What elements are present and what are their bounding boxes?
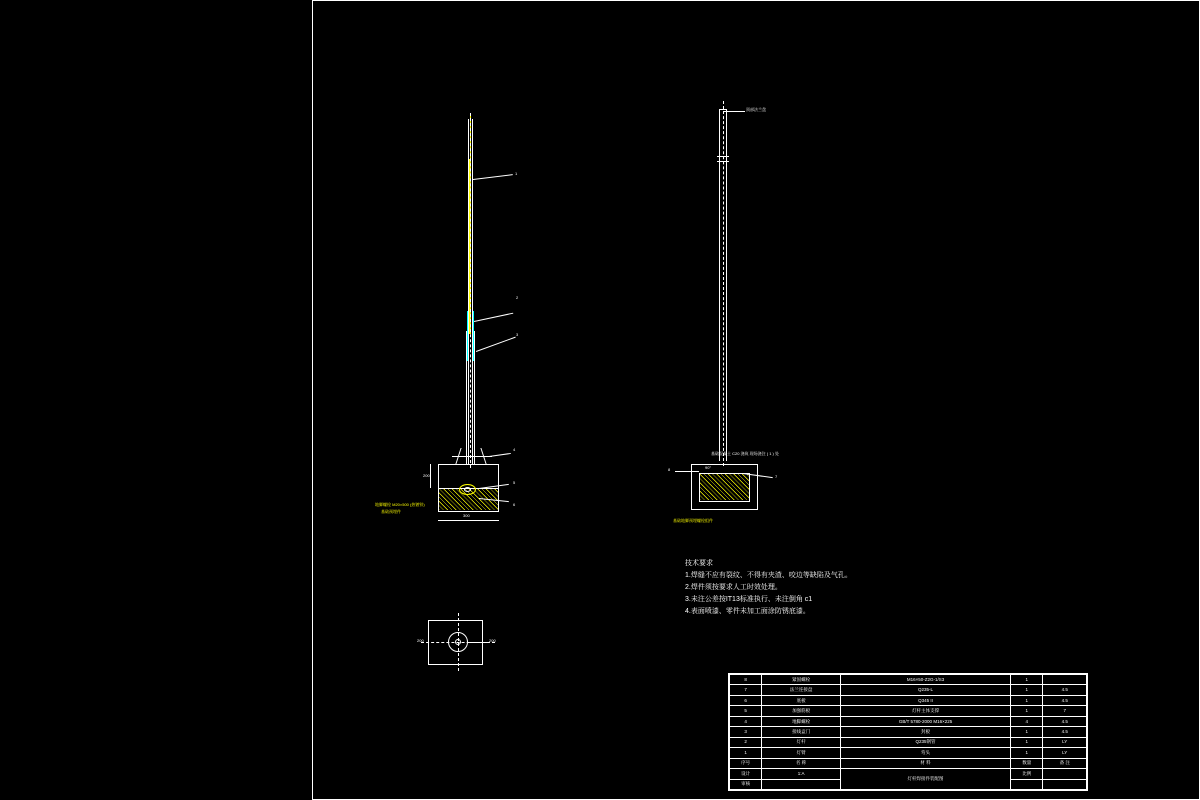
- note-item-2: 2.焊件须按要求人工时效处理。: [685, 584, 782, 591]
- access-door-edge-left: [467, 311, 468, 361]
- notes-title: 技术要求: [685, 560, 713, 567]
- bom-table: [729, 674, 1087, 790]
- leader-4: [489, 453, 511, 457]
- bom-name: 加强筋板: [762, 706, 841, 716]
- bom-no: 3: [730, 727, 762, 737]
- bom-header-mark: 备 注: [1043, 758, 1087, 768]
- bom-title-block: [728, 673, 1088, 791]
- bom-header-qty: 数量: [1011, 758, 1043, 768]
- bom-mark: 4.5: [1043, 716, 1087, 726]
- pole-lower-right: [474, 331, 475, 464]
- side-flange-line-2: [717, 161, 729, 162]
- bom-qty: 1: [1011, 727, 1043, 737]
- bom-no: 8: [730, 675, 762, 685]
- bom-name: 灯杆: [762, 737, 841, 747]
- scale-value: 1:A: [762, 769, 841, 779]
- bom-no: 4: [730, 716, 762, 726]
- pole-centerline: [470, 113, 471, 468]
- side-base-bottom: [691, 509, 758, 510]
- bom-mark: 4.5: [1043, 695, 1087, 705]
- bom-no: 5: [730, 706, 762, 716]
- design-label: 设计: [730, 769, 762, 779]
- table-row: [730, 716, 1087, 726]
- balloon-5: 5: [513, 480, 516, 485]
- side-angle-label: 90°: [705, 465, 712, 470]
- bom-spec: Q235-L: [841, 685, 1011, 695]
- side-base-inner-bottom: [699, 501, 750, 502]
- bom-header-no: 序号: [730, 758, 762, 768]
- drawing-sheet: [312, 0, 1200, 800]
- access-door-edge-right: [473, 311, 474, 361]
- bom-mark: LY: [1043, 748, 1087, 758]
- note-item-4: 4.表面喷漆、零件未加工面涂防锈底漆。: [685, 608, 810, 615]
- bom-mark: 7: [1043, 706, 1087, 716]
- table-row: [730, 685, 1087, 695]
- bom-mark: 4.5: [1043, 685, 1087, 695]
- empty-cell-2: [762, 779, 841, 789]
- bom-no: 7: [730, 685, 762, 695]
- bom-header-spec: 材 料: [841, 758, 1011, 768]
- side-balloon-7: 7: [775, 474, 778, 479]
- bom-qty: 1: [1011, 695, 1043, 705]
- side-pole-right: [726, 109, 727, 461]
- bom-qty: 1: [1011, 706, 1043, 716]
- bom-name: 底板: [762, 695, 841, 705]
- bom-qty: 1: [1011, 737, 1043, 747]
- bom-name: 地脚螺栓: [762, 716, 841, 726]
- empty-cell-3: [1011, 779, 1043, 789]
- title-row-1: [730, 769, 1087, 779]
- leader-3: [476, 337, 516, 352]
- side-base-inner-right: [749, 473, 750, 501]
- bom-spec: 灯杆主体支撑: [841, 706, 1011, 716]
- bom-name: 接线盒门: [762, 727, 841, 737]
- side-top-leader: [723, 111, 745, 112]
- bom-qty: 4: [1011, 716, 1043, 726]
- bom-spec: Q235钢管: [841, 737, 1011, 747]
- bom-qty: 1: [1011, 675, 1043, 685]
- front-note-yellow-1: 地脚螺栓 M20×500 (热镀锌): [375, 502, 425, 507]
- note-item-1: 1.焊缝不应有裂纹、不得有夹渣、咬边等缺陷及气孔。: [685, 572, 852, 579]
- bom-name: 法兰连接盘: [762, 685, 841, 695]
- bom-no: 6: [730, 695, 762, 705]
- dim-bottom-value: 300: [463, 513, 470, 518]
- baseplate-bottom-edge: [438, 511, 499, 512]
- side-flange-line-1: [717, 156, 729, 157]
- scale-label: 比例: [1011, 769, 1043, 779]
- bom-spec: 弯头: [841, 748, 1011, 758]
- balloon-4: 4: [513, 447, 516, 452]
- front-note-yellow-2: 基础预埋件: [381, 509, 401, 514]
- topview-bottom-edge: [428, 664, 483, 665]
- empty-cell-1: [1043, 769, 1087, 779]
- baseplate-top-edge: [438, 464, 498, 465]
- dim-left-line: [430, 464, 431, 488]
- side-top-label: 顶部法兰盘: [746, 107, 766, 112]
- side-pole-top: [719, 109, 727, 110]
- table-header-row: [730, 758, 1087, 768]
- pole-outline-left: [468, 119, 469, 464]
- side-pole-left: [719, 109, 720, 461]
- drawing-title: 灯杆焊接件装配图: [841, 769, 1011, 790]
- side-note-yellow: 基础地脚预埋螺栓组件: [673, 518, 713, 523]
- balloon-1: 1: [515, 171, 518, 176]
- bom-spec: Q345 II: [841, 695, 1011, 705]
- topview-dim-right-line: [468, 642, 488, 643]
- bom-spec: M16×50-Z2G-1/S3: [841, 675, 1011, 685]
- balloon-6: 6: [513, 502, 516, 507]
- gusset-base-line: [452, 456, 492, 457]
- side-note-small: 基础混凝土 C20 浇筑 现场浇注 ( 1 ) 处: [711, 451, 780, 456]
- bom-qty: 1: [1011, 748, 1043, 758]
- table-row: [730, 727, 1087, 737]
- anchor-bolt-inner: [464, 487, 471, 492]
- bom-name: 灯臂: [762, 748, 841, 758]
- pole-outline-right: [472, 119, 473, 464]
- bom-no: 1: [730, 748, 762, 758]
- bom-mark: LY: [1043, 737, 1087, 747]
- bom-no: 2: [730, 737, 762, 747]
- table-row: [730, 695, 1087, 705]
- dim-left-value: 200: [423, 473, 430, 478]
- bom-header-name: 名 称: [762, 758, 841, 768]
- side-balloon-8: 8: [668, 467, 671, 472]
- check-label: 审核: [730, 779, 762, 789]
- table-row: [730, 748, 1087, 758]
- side-leader-8: [675, 471, 699, 472]
- dim-bottom-line: [438, 520, 499, 521]
- empty-cell-4: [1043, 779, 1087, 789]
- table-row: [730, 737, 1087, 747]
- bom-mark: 4.5: [1043, 727, 1087, 737]
- bom-qty: 1: [1011, 685, 1043, 695]
- leader-1: [473, 174, 513, 179]
- bom-mark: [1043, 675, 1087, 685]
- topview-top-edge: [428, 620, 482, 621]
- table-row: [730, 706, 1087, 716]
- side-foundation-hatch: [700, 474, 749, 500]
- topview-dim-right: 200: [489, 638, 496, 643]
- bom-spec: 封板: [841, 727, 1011, 737]
- leader-2: [474, 313, 513, 322]
- balloon-2: 2: [516, 295, 519, 300]
- side-base-top: [691, 464, 757, 465]
- note-item-3: 3.未注公差按IT13标准执行、未注倒角 c1: [685, 596, 813, 603]
- topview-dim-left: 200: [417, 638, 424, 643]
- table-row: [730, 675, 1087, 685]
- technical-notes-block: [685, 558, 852, 618]
- bom-spec: GB/T 5780-2000 M16×225: [841, 716, 1011, 726]
- bom-name: 紧固螺栓: [762, 675, 841, 685]
- balloon-3: 3: [516, 332, 519, 337]
- side-base-right: [757, 464, 758, 509]
